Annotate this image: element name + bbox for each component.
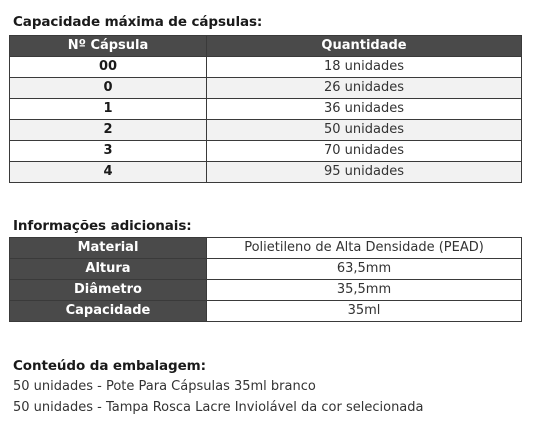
capsule-size-cell: 4	[10, 162, 207, 183]
table-row	[10, 57, 522, 78]
capsule-size-cell: 2	[10, 120, 207, 141]
info-value-cell: 35,5mm	[207, 280, 522, 301]
info-value-cell: 35ml	[207, 301, 522, 322]
table-row	[10, 162, 522, 183]
capsule-size-cell: 1	[10, 99, 207, 120]
capsule-capacity-table	[9, 35, 522, 183]
capsule-qty-cell: 70 unidades	[207, 141, 522, 162]
info-section-title: Informações adicionais:	[13, 218, 192, 234]
info-label-cell: Diâmetro	[10, 280, 207, 301]
table-row	[10, 141, 522, 162]
table-header-row	[10, 36, 522, 57]
info-label-cell: Capacidade	[10, 301, 207, 322]
capsule-qty-cell: 18 unidades	[207, 57, 522, 78]
header-quantity: Quantidade	[207, 36, 522, 57]
capsule-size-cell: 3	[10, 141, 207, 162]
table-row	[10, 78, 522, 99]
table-row	[10, 301, 522, 322]
table-row	[10, 120, 522, 141]
capsule-qty-cell: 95 unidades	[207, 162, 522, 183]
capsule-size-cell: 0	[10, 78, 207, 99]
table-row	[10, 280, 522, 301]
package-line: 50 unidades - Tampa Rosca Lacre Inviolável da cor selecionada	[13, 400, 424, 415]
table-row	[10, 99, 522, 120]
capsule-size-cell: 00	[10, 57, 207, 78]
capsule-qty-cell: 36 unidades	[207, 99, 522, 120]
capsule-section-title: Capacidade máxima de cápsulas:	[13, 14, 263, 30]
table-row	[10, 259, 522, 280]
table-row	[10, 238, 522, 259]
header-capsule-number: Nº Cápsula	[10, 36, 207, 57]
info-label-cell: Material	[10, 238, 207, 259]
info-label-cell: Altura	[10, 259, 207, 280]
additional-info-table	[9, 237, 522, 322]
capsule-qty-cell: 50 unidades	[207, 120, 522, 141]
package-section-title: Conteúdo da embalagem:	[13, 358, 206, 374]
package-line: 50 unidades - Pote Para Cápsulas 35ml branco	[13, 379, 316, 394]
info-value-cell: Polietileno de Alta Densidade (PEAD)	[207, 238, 522, 259]
capsule-qty-cell: 26 unidades	[207, 78, 522, 99]
info-value-cell: 63,5mm	[207, 259, 522, 280]
